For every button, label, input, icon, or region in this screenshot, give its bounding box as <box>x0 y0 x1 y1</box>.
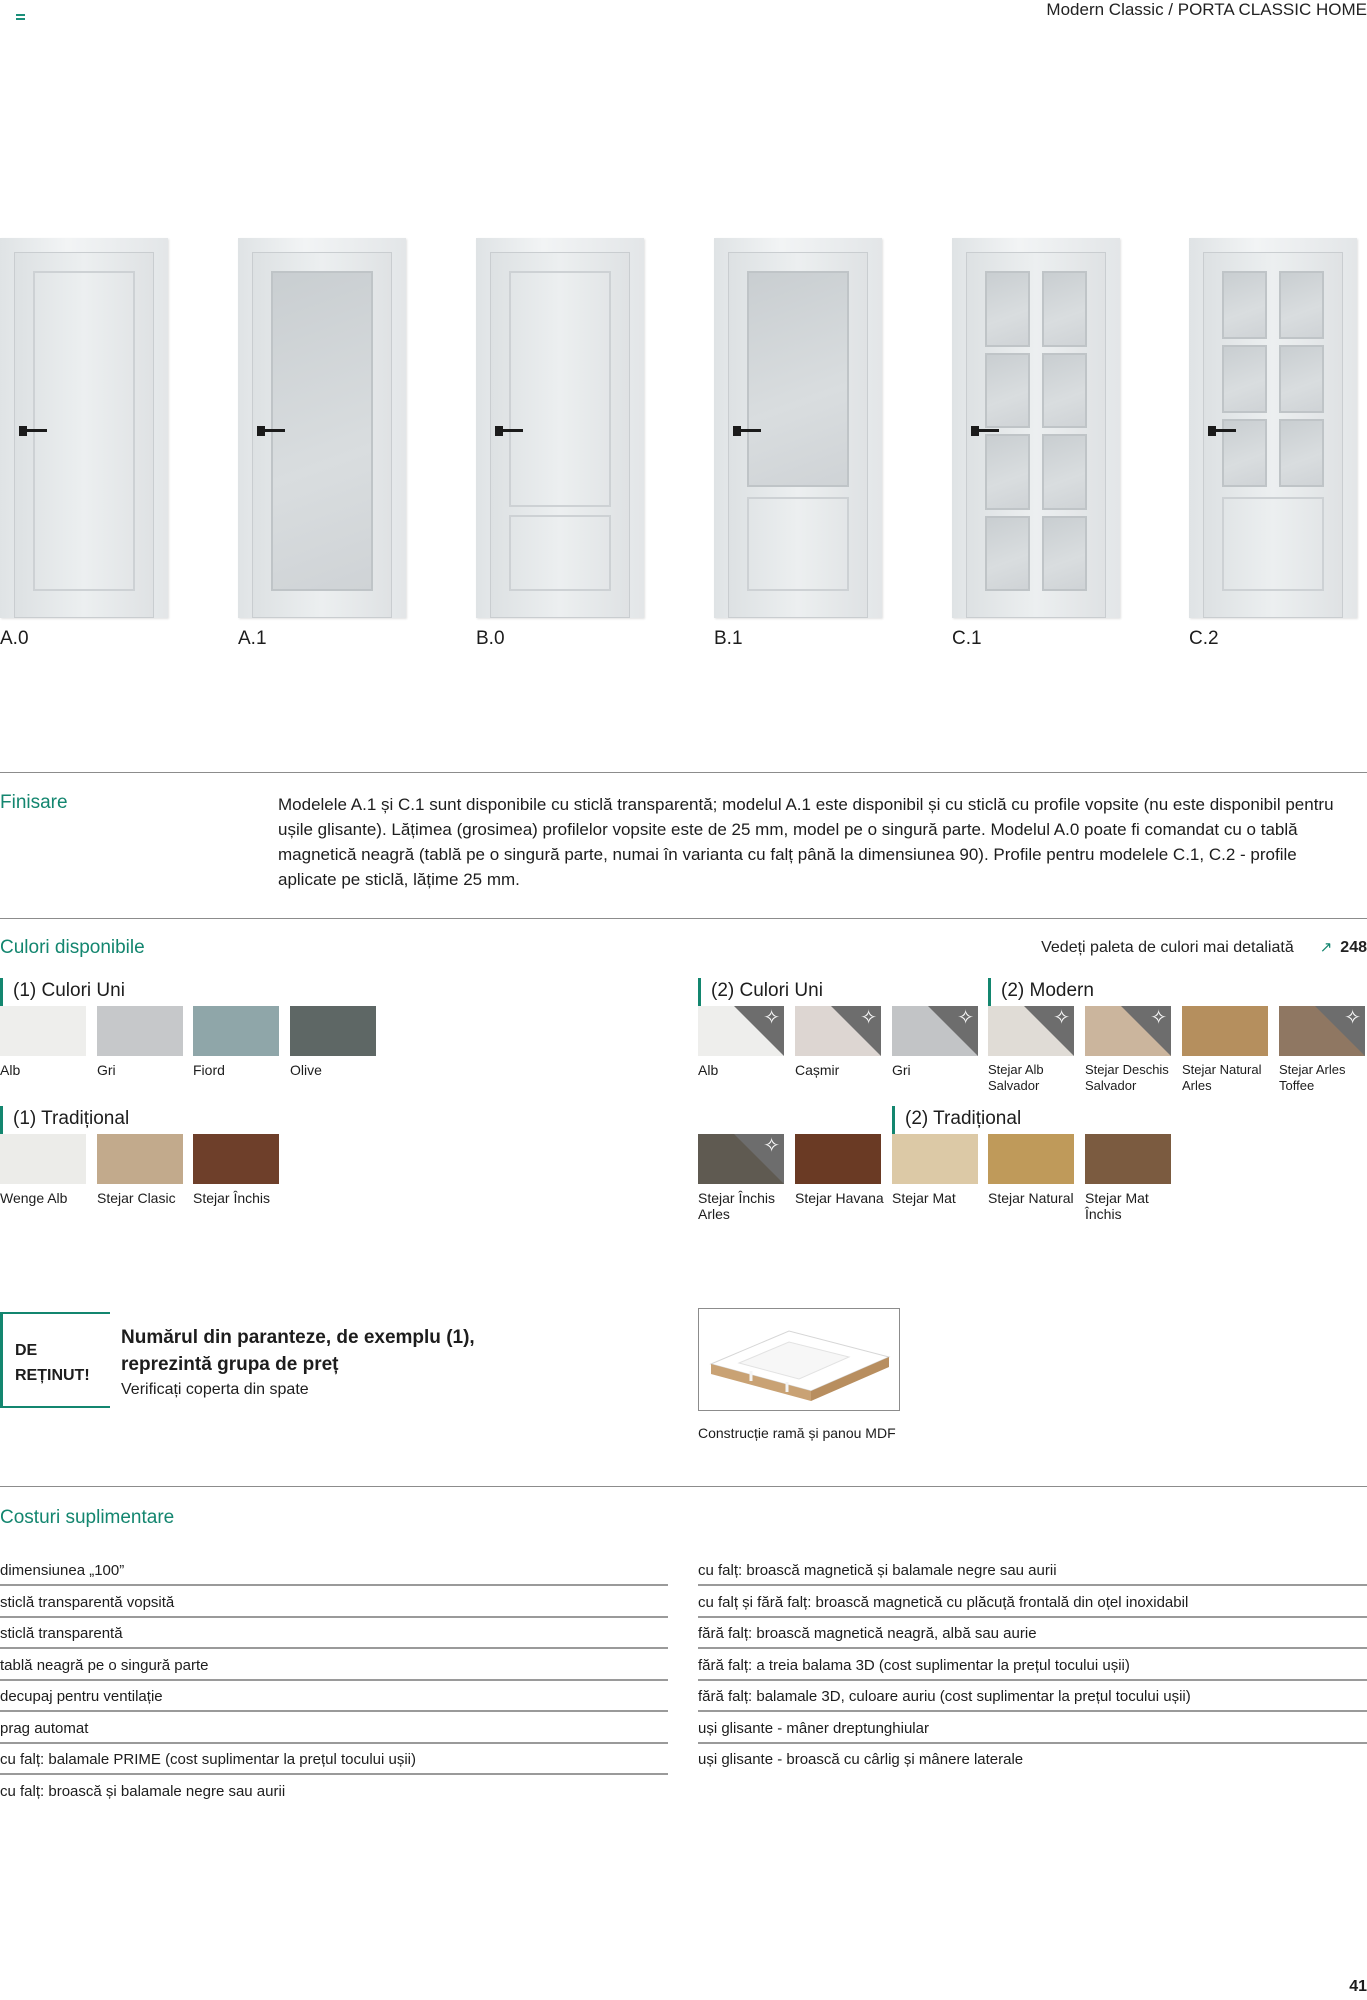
group-title-trad2: (2) Tradițional <box>892 1106 1021 1132</box>
cost-item: sticlă transparentă vopsită <box>0 1587 668 1618</box>
divider <box>0 1486 1367 1487</box>
door-label: B.1 <box>714 628 743 649</box>
door-image <box>952 238 1120 618</box>
palette-link[interactable] <box>1041 938 1367 957</box>
group-title-uni2: (2) Culori Uni <box>698 978 823 1004</box>
swatch-label: Stejar Arles Toffee <box>1279 1062 1346 1093</box>
color-swatch <box>0 1134 86 1184</box>
note-tag-line1: DE <box>15 1342 38 1359</box>
finisare-text: Modelele A.1 și C.1 sunt disponibile cu sticlă transparentă; modelul A.1 este disponibil și cu sticlă cu profile vopsite (nu este disponibil pentru ușile glisante). Lățimea (grosimea) profilelor vopsite este de 25 mm, model pe o singură parte. Modelul A.0 poate fi comandat cu o tablă magnetică neagră (tablă pe o singură parte, numai în varianta cu falț până la dimensiunea 90). Profile pentru modelele C.1, C.2 - profile aplicate pe sticlă, lățime 25 mm. <box>278 795 1334 889</box>
door-image <box>0 238 168 618</box>
swatch-label: Alb <box>0 1062 21 1078</box>
swatch-label: Stejar Mat Închis <box>1085 1190 1149 1222</box>
cost-item: fără falț: a treia balama 3D (cost suplimentar la prețul tocului ușii) <box>698 1650 1367 1681</box>
swatch-label: Stejar Alb Salvador <box>988 1062 1044 1093</box>
color-swatch <box>97 1006 183 1056</box>
arrow-up-right-icon: ↗ <box>1319 939 1333 956</box>
door-label: C.1 <box>952 628 982 649</box>
door-handle-icon <box>257 426 285 436</box>
cost-item: dimensiunea „100” <box>0 1555 668 1586</box>
cost-item: cu falț: balamale PRIME (cost suplimentar la prețul tocului ușii) <box>0 1744 668 1775</box>
cost-item: fără falț: broască magnetică neagră, albă sau aurie <box>698 1618 1367 1649</box>
color-swatch <box>1182 1006 1268 1056</box>
cost-item: cu falț: broască magnetică și balamale negre sau aurii <box>698 1555 1367 1586</box>
color-swatch <box>0 1006 86 1056</box>
culori-title: Culori disponibile <box>0 937 145 958</box>
group-title-uni1: (1) Culori Uni <box>0 978 125 1004</box>
color-swatch <box>97 1134 183 1184</box>
sparkle-icon: ✧ <box>957 1007 974 1029</box>
door-image <box>1189 238 1357 618</box>
finisare-title: Finisare <box>0 792 68 813</box>
swatch-label: Olive <box>290 1062 322 1078</box>
door-image <box>238 238 406 618</box>
color-swatch <box>698 1134 784 1184</box>
note-tag <box>15 1338 90 1388</box>
swatch-label: Stejar Natural Arles <box>1182 1062 1262 1093</box>
door-image <box>476 238 644 618</box>
swatch-label: Stejar Închis Arles <box>698 1190 776 1222</box>
swatch-label: Stejar Havana <box>795 1190 884 1206</box>
color-swatch <box>290 1006 376 1056</box>
costuri-title: Costuri suplimentare <box>0 1507 175 1528</box>
door-label: B.0 <box>476 628 505 649</box>
swatch-label: Stejar Închis <box>193 1190 271 1206</box>
mdf-caption: Construcție ramă și panou MDF <box>698 1425 896 1441</box>
cost-item: decupaj pentru ventilație <box>0 1681 668 1712</box>
cost-item: tablă neagră pe o singură parte <box>0 1650 668 1681</box>
cost-item: prag automat <box>0 1713 668 1744</box>
swatch-label: Stejar Natural <box>988 1190 1074 1206</box>
cost-item: sticlă transparentă <box>0 1618 668 1649</box>
door-handle-icon <box>1208 426 1236 436</box>
group-title-modern2: (2) Modern <box>988 978 1094 1004</box>
sparkle-icon: ✧ <box>1150 1007 1167 1029</box>
swatch-label: Fiord <box>193 1062 225 1078</box>
swatch-label: Cașmir <box>795 1062 840 1078</box>
door-label: C.2 <box>1189 628 1219 649</box>
sparkle-icon: ✧ <box>1344 1007 1361 1029</box>
swatch-label: Stejar Deschis Salvador <box>1085 1062 1169 1093</box>
color-swatch <box>1085 1134 1171 1184</box>
swatch-label: Wenge Alb <box>0 1190 68 1206</box>
mdf-profile-icon <box>699 1309 899 1410</box>
divider <box>0 772 1367 773</box>
page-header-title: Modern Classic / PORTA CLASSIC HOME <box>1046 0 1367 19</box>
swatch-label: Stejar Clasic <box>97 1190 176 1206</box>
sparkle-icon: ✧ <box>860 1007 877 1029</box>
brand-mark-icon <box>16 14 25 20</box>
door-handle-icon <box>19 426 47 436</box>
palette-page-number: 248 <box>1340 939 1367 956</box>
door-label: A.1 <box>238 628 267 649</box>
color-swatch <box>1279 1006 1365 1056</box>
cost-item: fără falț: balamale 3D, culoare auriu (cost suplimentar la prețul tocului ușii) <box>698 1681 1367 1712</box>
swatch-label: Gri <box>97 1062 116 1078</box>
color-swatch <box>193 1134 279 1184</box>
door-handle-icon <box>971 426 999 436</box>
premium-badge <box>928 1006 978 1056</box>
cost-item: uși glisante - mâner dreptunghiular <box>698 1713 1367 1744</box>
note-tag-line2: REȚINUT! <box>15 1367 90 1384</box>
cost-item: uși glisante - broască cu cârlig și mânere laterale <box>698 1751 1024 1768</box>
sparkle-icon: ✧ <box>1053 1007 1070 1029</box>
color-swatch <box>988 1134 1074 1184</box>
color-swatch <box>1085 1006 1171 1056</box>
door-handle-icon <box>495 426 523 436</box>
mdf-illustration <box>698 1308 900 1411</box>
palette-link-text: Vedeți paleta de culori mai detaliată <box>1041 939 1294 956</box>
sparkle-icon: ✧ <box>763 1007 780 1029</box>
swatch-label: Gri <box>892 1062 911 1078</box>
door-handle-icon <box>733 426 761 436</box>
swatch-label: Stejar Mat <box>892 1190 956 1206</box>
swatch-label: Alb <box>698 1062 719 1078</box>
premium-badge <box>831 1006 881 1056</box>
divider <box>0 918 1367 919</box>
color-swatch <box>193 1006 279 1056</box>
color-swatch <box>892 1134 978 1184</box>
cost-item: cu falț: broască și balamale negre sau aurii <box>0 1782 286 1800</box>
door-image <box>714 238 882 618</box>
sparkle-icon: ✧ <box>763 1135 780 1157</box>
note-heading: Numărul din paranteze, de exemplu (1), reprezintă grupa de preț <box>121 1327 475 1375</box>
page-number: 41 <box>1349 1978 1367 1995</box>
color-swatch <box>795 1134 881 1184</box>
note-subtext: Verificați coperta din spate <box>121 1381 309 1398</box>
premium-badge <box>734 1006 784 1056</box>
door-label: A.0 <box>0 628 29 649</box>
cost-item: cu falț și fără falț: broască magnetică cu plăcuță frontală din oțel inoxidabil <box>698 1587 1367 1618</box>
group-title-trad1: (1) Tradițional <box>0 1106 129 1132</box>
color-swatch <box>988 1006 1074 1056</box>
